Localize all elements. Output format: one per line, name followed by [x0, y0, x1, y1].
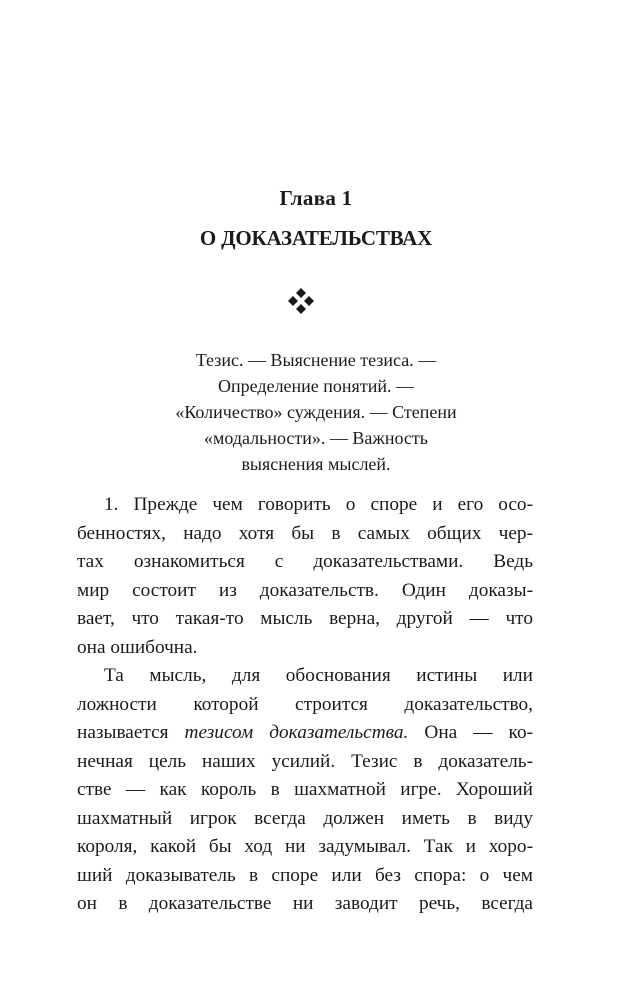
paragraph-line: ложности которой строится доказательство, [77, 693, 533, 715]
chapter-summary [100, 347, 532, 477]
paragraph-line: стве — как король в шахматной игре. Хороший [77, 779, 533, 800]
summary-line: «Количество» суждения. — Степени [175, 402, 457, 422]
paragraph-line: тах ознакомиться с доказательствами. Ведь [77, 551, 533, 572]
paragraph-line: мир состоит из доказательств. Один доказы- [77, 579, 533, 601]
paragraph-line: бенностях, надо хотя бы в самых общих чер- [77, 522, 533, 544]
ornament-diamond-right [304, 296, 314, 306]
body-text [77, 491, 533, 919]
chapter-title: О ДОКАЗАТЕЛЬСТВАХ [199, 226, 433, 250]
paragraph-line: ший доказыватель в споре или без спора: о чем [77, 864, 533, 886]
line-text: называется [77, 722, 185, 743]
paragraph-line: нечная цель наших усилий. Тезис в доказатель- [77, 750, 533, 772]
diamond-cluster-icon [286, 286, 316, 316]
ornament-diamond-top [296, 288, 306, 298]
paragraph-line: короля, какой бы ход ни задумывал. Так и хоро- [77, 836, 533, 857]
term-thesis: тезисом доказательства. [184, 722, 409, 743]
paragraph-line: шахматный игрок всегда должен иметь в виду [77, 807, 533, 829]
paragraph-line: Та мысль, для обоснования истины или [104, 665, 533, 686]
chapter-number: Глава 1 [279, 186, 353, 210]
paragraph-line: вает, что такая-то мысль верна, другой — что [77, 608, 533, 629]
line-text: Она — ко- [408, 722, 534, 743]
summary-line: выяснения мыслей. [241, 454, 391, 474]
summary-line: «модальности». — Важность [203, 428, 428, 448]
summary-line: Тезис. — Выяснение тезиса. — [195, 350, 437, 370]
ornament-diamond-bottom [296, 304, 306, 314]
paragraph-line: 1. Прежде чем говорить о споре и его осо- [104, 494, 533, 515]
paragraph-line-with-term [77, 719, 533, 748]
paragraph-line: она ошибочна. [77, 636, 198, 658]
paragraph-line: он в доказательстве ни заводит речь, всегда [77, 893, 533, 914]
ornament-diamond-left [288, 296, 298, 306]
summary-line: Определение понятий. — [218, 376, 414, 396]
